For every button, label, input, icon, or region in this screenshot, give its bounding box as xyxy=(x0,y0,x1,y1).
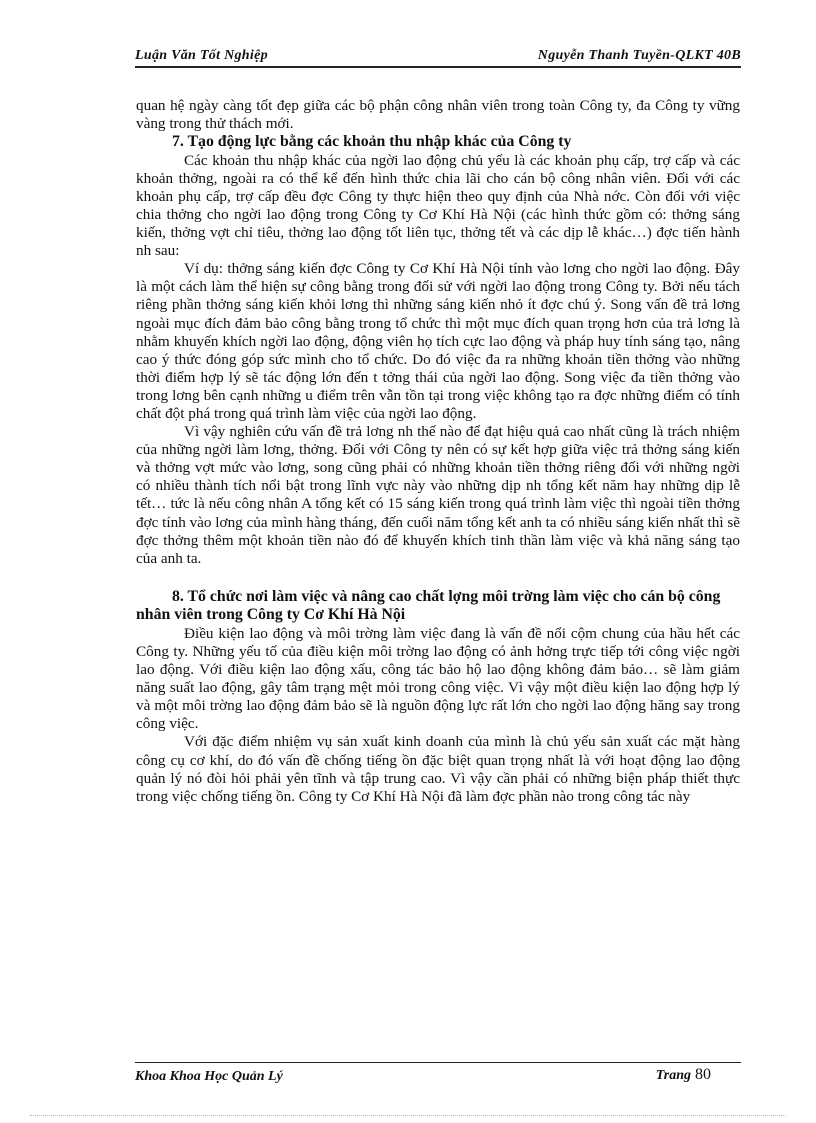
page-number xyxy=(656,1066,711,1084)
page-footer xyxy=(135,1062,741,1091)
paragraph-income: Các khoản thu nhập khác của ngời lao động chủ yếu là các khoản phụ cấp, trợ cấp và các khoản thởng, ngoài ra có thể kể đến hình thức chia lãi cho cán bộ công nhân viên. Đối với các khoản phụ cấp, trợ cấp đều đợc Công ty thực hiện theo quy định của Nhà nớc. Còn đối với việc chia thởng cho ngời lao động trong Công ty Cơ Khí Hà Nội (các hình thức gồm có: thởng sáng kiến, thởng vợt chỉ tiêu, thởng lao động tốt liên tục, thởng tết và các dịp lễ khác…) đợc tiến hành nh sau: xyxy=(136,151,740,260)
page-label: Trang xyxy=(655,1068,691,1083)
section-heading-7: 7. Tạo động lực bằng các khoản thu nhập khác của Công ty xyxy=(172,133,572,151)
spacer xyxy=(136,568,740,588)
paragraph-conditions: Điều kiện lao động và môi trờng làm việc đang là vấn đề nổi cộm chung của hầu hết các Công ty. Những yếu tố của điều kiện môi trờng lao động có ảnh hởng trực tiếp tới công việc ngời lao động. Với điều kiện lao động xấu, công tác bảo hộ lao động không đảm bảo… sẽ làm giảm năng suất lao động, gây tâm trạng mệt mỏi trong công việc. Vì vậy một điều kiện lao động hợp lý và một môi trờng lao động đảm bảo sẽ là nguồn động lực rất lớn cho ngời lao động hăng say trong công việc. xyxy=(136,624,740,733)
page-edge-divider xyxy=(30,1115,786,1116)
section-heading-8: 8. Tổ chức nơi làm việc và nâng cao chất lợng môi trờng làm việc cho cán bộ công nhân viên trong Công ty Cơ Khí Hà Nội xyxy=(136,587,721,624)
paragraph-example: Ví dụ: thởng sáng kiến đợc Công ty Cơ Khí Hà Nội tính vào lơng cho ngời lao động. Đây là một cách làm thể hiện sự công bằng trong đối sử với ngời lao động trong Công ty. Bởi nếu tách riêng phần thởng sáng kiến khỏi lơng thì những sáng kiến nhỏ ít đợc chú ý. Song vấn đề trả lơng ngoài mục đích đảm bảo công bằng trong tổ chức thì một mục đích quan trọng hơn của trả lơng là nhằm khuyến khích ngời lao động, động viên họ tích cực lao động và pháp huy tính sáng tạo, nâng cao ý thức đóng góp sức mình cho tổ chức. Do đó việc đa ra những khoản tiền thởng vào những thời điểm hợp lý sẽ tác động lớn đến t tởng thái của ngời lao động. Song việc đa tiền thởng vào trong lơng bên cạnh những u điểm trên vẫn tồn tại trong việc không tạo ra đợc những điểm có tính chất đột phá trong quá trình làm việc của ngời lao động. xyxy=(136,260,740,422)
page-number-value: 80 xyxy=(695,1066,711,1083)
header-author: Nguyễn Thanh Tuyền-QLKT 40B xyxy=(537,48,741,63)
paragraph-research: Vì vậy nghiên cứu vấn đề trả lơng nh thế nào để đạt hiệu quả cao nhất cũng là trách nhiệm của những ngời làm lơng, thởng. Đối với Công ty nên có sự kết hợp giữa việc trả thởng sáng kiến và thởng vợt mức vào lơng, song cũng phải có những khoản tiền thởng riêng đối với những ngời có nhiều thành tích nổi bật trong lĩnh vực này vào những dịp nh tổng kết năm hay những dịp lễ tết… tức là nếu công nhân A tổng kết có 15 sáng kiến trong quá trình làm việc thì ngoài tiền thởng đợc tính vào lơng của mình hàng tháng, đến cuối năm tổng kết anh ta có nhiều sáng kiến nhất thì sẽ đợc thởng thêm một khoản tiền nào đó để khuyến khích tinh thần làm việc và khả năng sáng tạo của anh ta. xyxy=(136,423,741,567)
footer-faculty: Khoa Khoa Học Quản Lý xyxy=(135,1069,283,1084)
header-thesis-title: Luận Văn Tốt Nghiệp xyxy=(135,48,268,63)
paragraph-noise: Với đặc điểm nhiệm vụ sản xuất kinh doanh của mình là chủ yếu sản xuất các mặt hàng công cụ cơ khí, do đó vấn đề chống tiếng ồn đặc biệt quan trọng nhất là với hoạt động lao động quản lý nó đòi hỏi phải yên tĩnh và tập trung cao. Vì vậy cần phải có những biện pháp thiết thực trong việc chống tiếng ồn. Công ty Cơ Khí Hà Nội đã làm đợc phần nào trong công tác này xyxy=(136,733,740,805)
page-header xyxy=(135,40,741,68)
paragraph-continued: quan hệ ngày càng tốt đẹp giữa các bộ phận công nhân viên trong toàn Công ty, đa Công ty vững vàng trong thử thách mới. xyxy=(136,97,740,133)
document-body xyxy=(136,97,740,806)
